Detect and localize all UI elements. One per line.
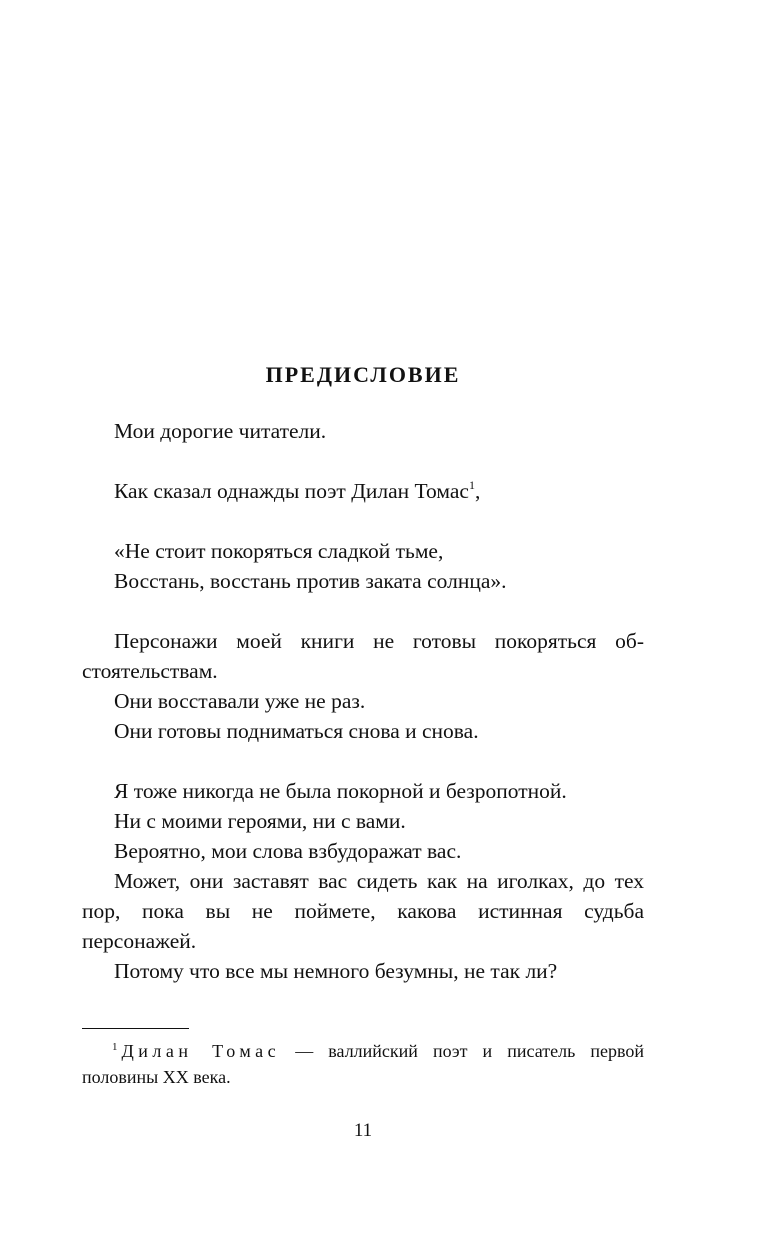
quote-intro-comma: , [474, 479, 481, 503]
quote-intro-line [82, 476, 644, 506]
characters-paragraph-2: Они восставали уже не раз. [114, 689, 366, 713]
author-paragraph-1: Я тоже никогда не была покорной и безропотной. [114, 779, 567, 803]
page-title: ПРЕДИСЛОВИЕ [265, 362, 461, 387]
footnote-name: Дилан Томас [121, 1041, 281, 1061]
paragraph-gap [82, 596, 644, 626]
quote-line-1: «Не стоит покоряться сладкой тьме, [114, 539, 444, 563]
characters-paragraph-1: Персонажи моей книги не готовы покоряться обстоятельствам. [82, 629, 644, 683]
footnote-divider [82, 1028, 189, 1029]
author-paragraph-3: Вероятно, мои слова взбудоражат вас. [114, 839, 462, 863]
quote-intro-text: Как сказал однажды поэт Дилан Томас [114, 479, 469, 503]
author-paragraph-5: Потому что все мы немного безумны, не так ли? [114, 959, 558, 983]
footnote-reference[interactable]: 1 [468, 478, 475, 492]
page-number: 11 [353, 1120, 373, 1141]
paragraph-gap [82, 446, 644, 476]
footnote-mark: 1 [112, 1041, 118, 1053]
paragraph-gap [82, 506, 644, 536]
footnote-text: — валлийский поэт и писатель первой половины XX века. [82, 1041, 644, 1087]
quote-line-2: Восстань, восстань против заката солнца». [114, 569, 507, 593]
author-paragraph-2: Ни с моими героями, ни с вами. [114, 809, 406, 833]
characters-paragraph-3: Они готовы подниматься снова и снова. [114, 719, 479, 743]
greeting-line: Мои дорогие читатели. [114, 419, 327, 443]
paragraph-gap [82, 746, 644, 776]
author-paragraph-4: Может, они заставят вас сидеть как на иголках, до тех пор, пока вы не поймете, какова истинная судьба персонажей. [82, 869, 644, 953]
footnote [82, 1038, 644, 1090]
preface-body [82, 416, 644, 986]
